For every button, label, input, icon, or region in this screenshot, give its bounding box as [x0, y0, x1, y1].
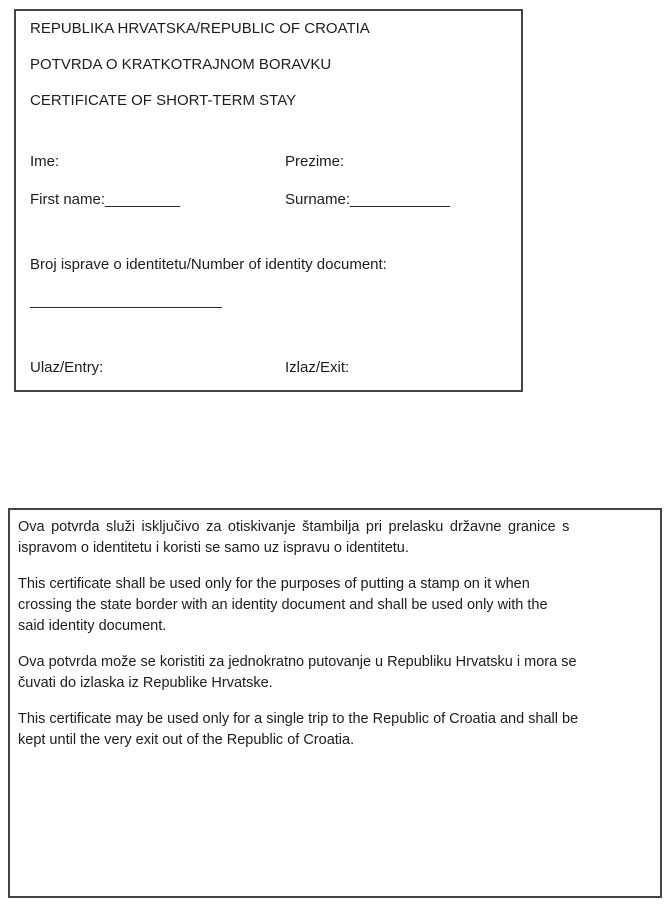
spacer	[30, 119, 507, 143]
certificate-country-title: REPUBLIKA HRVATSKA/REPUBLIC OF CROATIA	[30, 20, 370, 37]
note-line: Ova potvrda može se koristiti za jednokratno putovanje u Republiku Hrvatsku i mora se	[18, 654, 577, 670]
exit-label: Izlaz/Exit:	[285, 359, 350, 376]
first-name-blank-field: First name:_________	[30, 191, 181, 208]
surname-blank-field: Surname:____________	[285, 191, 451, 208]
entry-exit-row	[30, 349, 507, 387]
name-labels-row	[30, 143, 507, 181]
note-line: ispravom o identitetu i koristi se samo uz ispravu o identitetu.	[18, 540, 409, 556]
note-paragraph-en-1	[18, 574, 645, 637]
notes-box	[8, 508, 662, 898]
certificate-title-hr: POTVRDA O KRATKOTRAJNOM BORAVKU	[30, 56, 332, 73]
note-paragraph-hr-2	[18, 652, 645, 694]
spacer	[30, 319, 507, 349]
name-fields-row	[30, 181, 507, 219]
note-paragraph-en-2	[18, 709, 645, 751]
first-name-label-hr: Ime:	[30, 153, 60, 170]
note-line: kept until the very exit out of the Republic of Croatia.	[18, 732, 355, 748]
note-line: čuvati do izlaska iz Republike Hrvatske.	[18, 675, 273, 691]
certificate-box	[14, 9, 523, 392]
surname-label-hr: Prezime:	[285, 153, 345, 170]
note-line: said identity document.	[18, 618, 167, 634]
certificate-title-en: CERTIFICATE OF SHORT-TERM STAY	[30, 92, 297, 109]
note-line: Ova potvrda služi isključivo za otiskivanje štambilja pri prelasku državne granice s	[18, 519, 570, 535]
id-document-blank-line: _______________________	[30, 292, 222, 309]
note-line: This certificate shall be used only for the purposes of putting a stamp on it when	[18, 576, 530, 592]
spacer	[30, 219, 507, 247]
note-line: This certificate may be used only for a single trip to the Republic of Croatia and shall be	[18, 711, 579, 727]
note-paragraph-hr-1	[18, 517, 645, 559]
entry-label: Ulaz/Entry:	[30, 359, 104, 376]
id-document-label: Broj isprave o identitetu/Number of identity document:	[30, 256, 387, 273]
note-line: crossing the state border with an identity document and shall be used only with the	[18, 597, 548, 613]
